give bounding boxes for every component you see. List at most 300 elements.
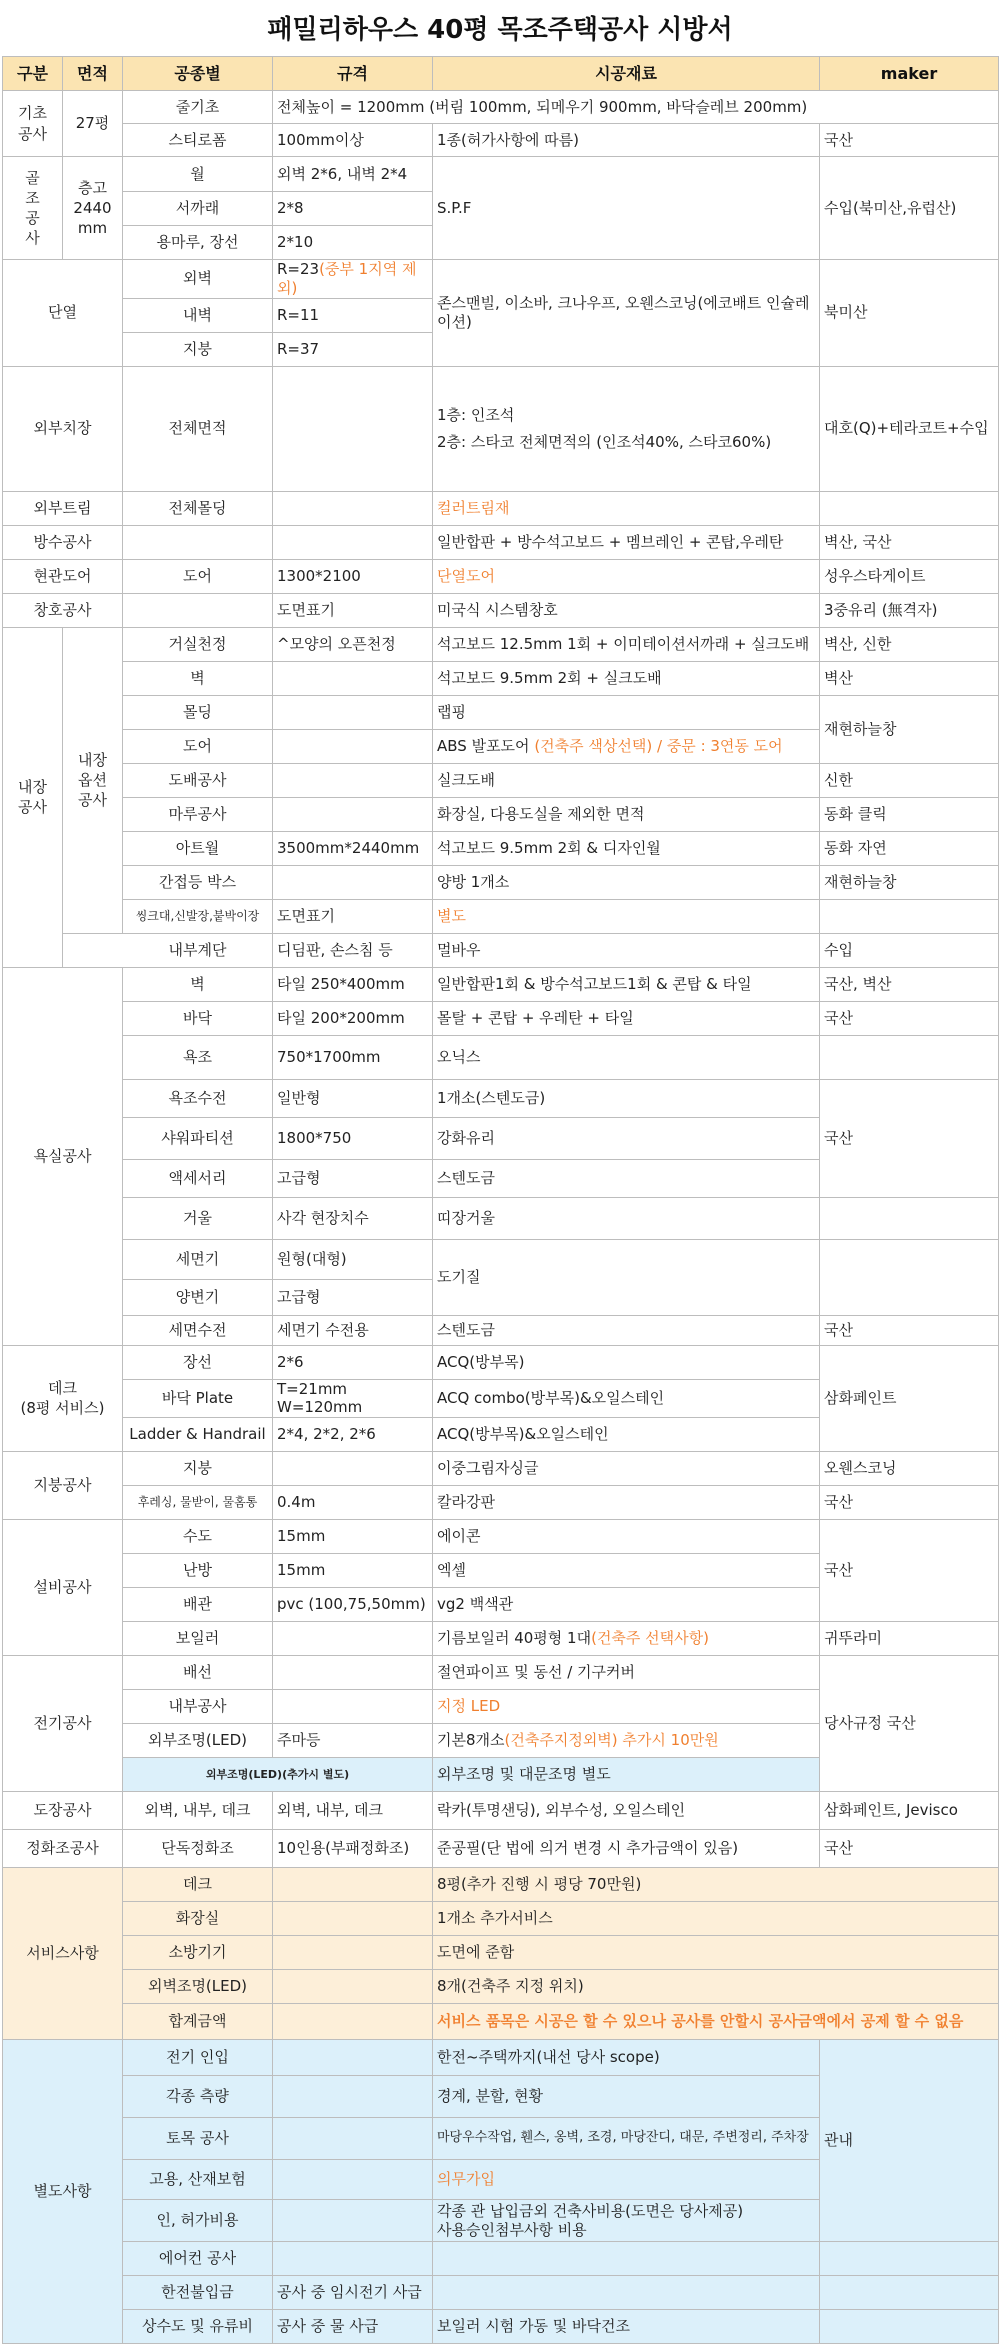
material-cell: 지정 LED — [433, 1690, 820, 1724]
maker-cell: 관내 — [820, 2040, 999, 2242]
table-row — [3, 1868, 999, 1902]
maker-cell: 벽산, 국산 — [820, 525, 999, 559]
spec-cell — [273, 2200, 433, 2242]
spec-cell — [273, 260, 433, 299]
material-cell: 일반합판 + 방수석고보드 + 멤브레인 + 콘탑,우레탄 — [433, 525, 820, 559]
item-cell: 각종 측량 — [123, 2076, 273, 2118]
item-cell — [123, 525, 273, 559]
category-cell: 방수공사 — [3, 525, 123, 559]
item-cell: 도어 — [123, 559, 273, 593]
material-cell — [433, 366, 820, 491]
maker-cell: 국산 — [820, 1830, 999, 1868]
category-text: 공사 — [18, 124, 47, 143]
item-cell: 욕조 — [123, 1035, 273, 1079]
material-cell: 실크도배 — [433, 763, 820, 797]
spec-cell: 고급형 — [273, 1159, 433, 1197]
maker-cell: 신한 — [820, 763, 999, 797]
category-text: 공사 — [18, 798, 47, 816]
spec-cell — [273, 1902, 433, 1936]
material-cell: 띠장거울 — [433, 1197, 820, 1239]
material-cell: 컬러트림재 — [433, 491, 820, 525]
material-cell: 이중그림자싱글 — [433, 1452, 820, 1486]
item-cell: 외부조명(LED)(추가시 별도) — [123, 1758, 433, 1792]
material-cell — [433, 2200, 820, 2242]
category-cell — [3, 157, 63, 260]
spec-cell: 타일 250*400mm — [273, 967, 433, 1001]
spec-cell — [273, 366, 433, 491]
category-cell: 창호공사 — [3, 593, 123, 627]
spec-cell: 디딤판, 손스침 등 — [273, 933, 433, 967]
spec-cell: 2*4, 2*2, 2*6 — [273, 1418, 433, 1452]
maker-cell: 재현하늘창 — [820, 865, 999, 899]
spec-cell: 도면표기 — [273, 899, 433, 933]
material-cell: 한전~주택까지(내선 당사 scope) — [433, 2040, 820, 2076]
material-cell: 강화유리 — [433, 1117, 820, 1159]
maker-cell — [820, 1197, 999, 1239]
table-row — [3, 1452, 999, 1486]
maker-cell: 국산 — [820, 1486, 999, 1520]
maker-cell: 국산 — [820, 1079, 999, 1197]
spec-cell — [273, 1452, 433, 1486]
material-cell: 엑셀 — [433, 1554, 820, 1588]
item-cell: 지붕 — [123, 1452, 273, 1486]
material-cell: 1종(허가사항에 따름) — [433, 124, 820, 157]
category-cell: 단열 — [3, 260, 123, 367]
material-cell: 스텐도금 — [433, 1315, 820, 1345]
spec-cell — [273, 695, 433, 729]
spec-cell — [273, 2160, 433, 2200]
maker-cell: 동화 클릭 — [820, 797, 999, 831]
item-cell: 외벽 — [123, 260, 273, 299]
item-cell — [123, 593, 273, 627]
material-cell — [433, 2276, 820, 2310]
header-material: 시공재료 — [433, 57, 820, 91]
maker-cell: 삼화페인트 — [820, 1345, 999, 1452]
category-cell: 전기공사 — [3, 1656, 123, 1792]
spec-cell: 공사 중 임시전기 사급 — [273, 2276, 433, 2310]
item-cell: 줄기초 — [123, 91, 273, 124]
maker-cell: 3중유리 (無격자) — [820, 593, 999, 627]
spec-cell — [273, 2242, 433, 2276]
table-row — [3, 1345, 999, 1379]
maker-cell: 국산 — [820, 1520, 999, 1622]
spec-cell: 1800*750 — [273, 1117, 433, 1159]
category-cell: 별도사항 — [3, 2040, 123, 2344]
spec-cell — [273, 1622, 433, 1656]
category-cell: 욕실공사 — [3, 967, 123, 1345]
material-cell: 몰탈 + 콘탑 + 우레탄 + 타일 — [433, 1001, 820, 1035]
maker-cell: 수입(북미산,유럽산) — [820, 157, 999, 260]
spec-cell: 타일 200*200mm — [273, 1001, 433, 1035]
item-cell: 수도 — [123, 1520, 273, 1554]
spec-cell — [273, 1690, 433, 1724]
spec-table — [2, 56, 999, 2344]
item-cell: 단독정화조 — [123, 1830, 273, 1868]
maker-cell: 국산 — [820, 1001, 999, 1035]
spec-cell: 100mm이상 — [273, 124, 433, 157]
item-cell: 내부공사 — [123, 1690, 273, 1724]
item-cell: 에어컨 공사 — [123, 2242, 273, 2276]
item-cell: 상수도 및 유류비 — [123, 2310, 273, 2344]
item-cell: 인, 허가비용 — [123, 2200, 273, 2242]
maker-cell: 동화 자연 — [820, 831, 999, 865]
material-cell: 랩핑 — [433, 695, 820, 729]
item-cell: 전체면적 — [123, 366, 273, 491]
spec-cell — [273, 525, 433, 559]
material-cell: 화장실, 다용도실을 제외한 면적 — [433, 797, 820, 831]
subcategory-text: 옵션 — [78, 770, 107, 789]
maker-cell: 재현하늘창 — [820, 695, 999, 763]
item-cell: 씽크대,신발장,붙박이장 — [123, 899, 273, 933]
category-cell: 외부치장 — [3, 366, 123, 491]
table-row — [3, 2310, 999, 2344]
table-row — [3, 124, 999, 157]
spec-cell — [273, 1656, 433, 1690]
header-work-type: 공종별 — [123, 57, 273, 91]
material-cell: 미국식 시스템창호 — [433, 593, 820, 627]
item-cell: 외벽조명(LED) — [123, 1970, 273, 2004]
table-row — [3, 763, 999, 797]
material-cell: 서비스 품목은 시공은 할 수 있으나 공사를 안할시 공사금액에서 공제 할 수 없음 — [433, 2004, 999, 2040]
item-cell: 합계금액 — [123, 2004, 273, 2040]
area-text: 층고 — [78, 178, 107, 197]
item-cell: 액세서리 — [123, 1159, 273, 1197]
table-row — [3, 593, 999, 627]
table-row — [3, 1830, 999, 1868]
item-cell: 용마루, 장선 — [123, 226, 273, 260]
spec-cell: 2*10 — [273, 226, 433, 260]
table-row — [3, 1239, 999, 1279]
item-cell: 전체몰딩 — [123, 491, 273, 525]
material-note: (건축주지정외벽) 추가시 10만원 — [504, 1731, 719, 1750]
spec-text: R=23 — [277, 260, 320, 278]
item-cell: 월 — [123, 157, 273, 192]
material-cell: 도면에 준함 — [433, 1936, 999, 1970]
table-row — [3, 559, 999, 593]
spec-cell — [273, 2004, 433, 2040]
item-cell: 토목 공사 — [123, 2118, 273, 2160]
table-row — [3, 1622, 999, 1656]
table-row — [3, 1902, 999, 1936]
material-cell — [433, 1724, 820, 1758]
material-cell: 오닉스 — [433, 1035, 820, 1079]
spec-cell: pvc (100,75,50mm) — [273, 1588, 433, 1622]
item-cell: 거실천정 — [123, 627, 273, 661]
maker-cell: 국산 — [820, 124, 999, 157]
item-cell: 몰딩 — [123, 695, 273, 729]
page-title: 패밀리하우스 40평 목조주택공사 시방서 — [267, 15, 733, 45]
table-row — [3, 865, 999, 899]
item-cell: 세면수전 — [123, 1315, 273, 1345]
item-cell: 화장실 — [123, 1902, 273, 1936]
table-row — [3, 1001, 999, 1035]
material-cell: 멀바우 — [433, 933, 820, 967]
category-cell: 정화조공사 — [3, 1830, 123, 1868]
material-cell: 도기질 — [433, 1239, 820, 1315]
table-row — [3, 695, 999, 729]
item-cell: 외벽, 내부, 데크 — [123, 1792, 273, 1830]
area-text: 2440 — [73, 198, 112, 217]
area-text: mm — [77, 219, 108, 238]
category-text: 조 — [25, 188, 40, 207]
material-cell: 보일러 시험 가동 및 바닥건조 — [433, 2310, 820, 2344]
category-text: 사 — [25, 229, 40, 248]
material-cell: 경계, 분할, 현황 — [433, 2076, 820, 2118]
material-line: 각종 관 납입금외 건축사비용(도면은 당사제공) — [437, 2201, 744, 2220]
item-cell: 서까래 — [123, 192, 273, 226]
spec-cell: R=37 — [273, 332, 433, 366]
item-cell: 배관 — [123, 1588, 273, 1622]
material-cell: 스텐도금 — [433, 1159, 820, 1197]
subcategory-cell — [63, 627, 123, 933]
category-cell: 지붕공사 — [3, 1452, 123, 1520]
item-cell: 벽 — [123, 661, 273, 695]
item-cell: 거울 — [123, 1197, 273, 1239]
material-cell: 양방 1개소 — [433, 865, 820, 899]
spec-cell: ^모양의 오픈천정 — [273, 627, 433, 661]
table-row — [3, 899, 999, 933]
category-cell — [3, 91, 63, 157]
table-row — [3, 1970, 999, 2004]
spec-cell: 3500mm*2440mm — [273, 831, 433, 865]
spec-cell: 외벽 2*6, 내벽 2*4 — [273, 157, 433, 192]
category-cell: 외부트림 — [3, 491, 123, 525]
table-row — [3, 967, 999, 1001]
spec-cell — [273, 661, 433, 695]
material-cell: 1개소(스텐도금) — [433, 1079, 820, 1117]
table-row — [3, 1079, 999, 1117]
material-cell — [433, 2242, 820, 2276]
maker-cell: 벽산, 신한 — [820, 627, 999, 661]
spec-cell: 10인용(부패정화조) — [273, 1830, 433, 1868]
spec-cell: 원형(대형) — [273, 1239, 433, 1279]
material-text: 기본8개소 — [437, 1731, 505, 1750]
material-cell: 석고보드 12.5mm 1회 + 이미테이션서까래 + 실크도배 — [433, 627, 820, 661]
maker-cell: 북미산 — [820, 260, 999, 367]
material-cell: ACQ(방부목)&오일스테인 — [433, 1418, 820, 1452]
material-cell: ACQ(방부목) — [433, 1345, 820, 1379]
maker-cell — [820, 491, 999, 525]
material-cell: 칼라강판 — [433, 1486, 820, 1520]
item-cell: 스티로폼 — [123, 124, 273, 157]
material-line: 사용승인첨부사항 비용 — [437, 2220, 587, 2239]
item-cell: 전기 인입 — [123, 2040, 273, 2076]
material-cell: 일반합판1회 & 방수석고보드1회 & 콘탑 & 타일 — [433, 967, 820, 1001]
item-cell: 벽 — [123, 967, 273, 1001]
category-text: 공 — [25, 209, 40, 227]
material-cell: ACQ combo(방부목)&오일스테인 — [433, 1379, 820, 1418]
spec-cell: R=11 — [273, 298, 433, 332]
maker-cell — [820, 1239, 999, 1315]
item-cell: 도어 — [123, 729, 273, 763]
maker-cell: 벽산 — [820, 661, 999, 695]
table-row — [3, 1936, 999, 1970]
material-cell: 석고보드 9.5mm 2회 & 디자인월 — [433, 831, 820, 865]
material-cell: 의무가입 — [433, 2160, 820, 2200]
table-row — [3, 525, 999, 559]
spec-cell — [273, 2118, 433, 2160]
table-row — [3, 2242, 999, 2276]
material-cell: 1개소 추가서비스 — [433, 1902, 999, 1936]
table-row — [3, 2040, 999, 2076]
spec-cell — [273, 2076, 433, 2118]
category-text: (8평 서비스) — [20, 1399, 105, 1418]
item-cell: 고용, 산재보험 — [123, 2160, 273, 2200]
maker-cell: 당사규정 국산 — [820, 1656, 999, 1792]
spec-cell — [273, 865, 433, 899]
item-cell: 마루공사 — [123, 797, 273, 831]
item-cell: 외부조명(LED) — [123, 1724, 273, 1758]
material-text: ABS 발포도어 — [437, 736, 530, 755]
item-cell: 지붕 — [123, 332, 273, 366]
table-row — [3, 157, 999, 192]
spec-cell — [273, 1970, 433, 2004]
spec-cell: 공사 중 물 사급 — [273, 2310, 433, 2344]
item-cell: 욕조수전 — [123, 1079, 273, 1117]
table-row — [3, 661, 999, 695]
header-maker: maker — [820, 57, 999, 91]
item-cell: 세면기 — [123, 1239, 273, 1279]
spec-cell: 0.4m — [273, 1486, 433, 1520]
material-cell: 락카(투명샌딩), 외부수성, 오일스테인 — [433, 1792, 820, 1830]
item-cell: Ladder & Handrail — [123, 1418, 273, 1452]
category-cell: 설비공사 — [3, 1520, 123, 1656]
maker-cell: 귀뚜라미 — [820, 1622, 999, 1656]
table-row — [3, 2004, 999, 2040]
material-cell — [433, 729, 820, 763]
material-cell: 단열도어 — [433, 559, 820, 593]
category-text: 기초 — [18, 104, 47, 123]
item-cell: 샤워파티션 — [123, 1117, 273, 1159]
table-row — [3, 831, 999, 865]
item-cell: 내부계단 — [63, 933, 273, 967]
spec-cell: 15mm — [273, 1554, 433, 1588]
material-cell: 에이콘 — [433, 1520, 820, 1554]
item-cell: 난방 — [123, 1554, 273, 1588]
material-cell: 석고보드 9.5mm 2회 + 실크도배 — [433, 661, 820, 695]
spec-cell: 사각 현장치수 — [273, 1197, 433, 1239]
maker-cell — [820, 2310, 999, 2344]
table-row — [3, 1486, 999, 1520]
spec-cell — [273, 1868, 433, 1902]
table-row — [3, 1197, 999, 1239]
maker-cell: 국산 — [820, 1315, 999, 1345]
item-cell: 후레싱, 물받이, 물홈통 — [123, 1486, 273, 1520]
item-cell: 아트월 — [123, 831, 273, 865]
material-cell: 8평(추가 진행 시 평당 70만원) — [433, 1868, 999, 1902]
spec-cell: 일반형 — [273, 1079, 433, 1117]
item-cell: 내벽 — [123, 298, 273, 332]
category-cell: 도장공사 — [3, 1792, 123, 1830]
header-row — [3, 57, 999, 91]
maker-cell — [820, 2276, 999, 2310]
table-row — [3, 1315, 999, 1345]
area-cell — [63, 157, 123, 260]
spec-cell — [273, 2040, 433, 2076]
spec-cell: 2*6 — [273, 1345, 433, 1379]
table-row — [3, 2276, 999, 2310]
material-line: 2층: 스타코 전체면적의 (인조석40%, 스타코60%) — [437, 432, 772, 451]
maker-cell: 수입 — [820, 933, 999, 967]
header-spec: 규격 — [273, 57, 433, 91]
table-row — [3, 260, 999, 299]
item-cell: 보일러 — [123, 1622, 273, 1656]
maker-cell: 대호(Q)+테라코트+수입 — [820, 366, 999, 491]
spec-cell: 세면기 수전용 — [273, 1315, 433, 1345]
material-cell: 외부조명 및 대문조명 별도 — [433, 1758, 820, 1792]
material-text: 기름보일러 40평형 1대 — [437, 1629, 592, 1648]
table-row — [3, 491, 999, 525]
spec-cell: 전체높이 = 1200mm (버림 100mm, 되메우기 900mm, 바닥슬레브 200mm) — [273, 91, 999, 124]
header-area: 면적 — [63, 57, 123, 91]
spec-cell: 2*8 — [273, 192, 433, 226]
material-cell: 마당우수작업, 휀스, 옹벽, 조경, 마당잔디, 대문, 주변정리, 주차장 — [433, 2118, 820, 2160]
material-cell: 8개(건축주 지정 위치) — [433, 1970, 999, 2004]
item-cell: 배선 — [123, 1656, 273, 1690]
subcategory-text: 공사 — [78, 791, 107, 810]
category-cell: 현관도어 — [3, 559, 123, 593]
material-note: (건축주 선택사항) — [591, 1629, 709, 1648]
item-cell: 도배공사 — [123, 763, 273, 797]
maker-cell: 국산, 벽산 — [820, 967, 999, 1001]
subcategory-text: 내장 — [78, 750, 107, 769]
spec-cell — [273, 763, 433, 797]
maker-cell: 성우스타게이트 — [820, 559, 999, 593]
area-cell: 27평 — [63, 91, 123, 157]
item-cell: 소방기기 — [123, 1936, 273, 1970]
spec-cell: 외벽, 내부, 데크 — [273, 1792, 433, 1830]
table-row — [3, 366, 999, 491]
material-cell: vg2 백색관 — [433, 1588, 820, 1622]
table-row — [3, 1035, 999, 1079]
spec-cell — [273, 729, 433, 763]
spec-cell: 15mm — [273, 1520, 433, 1554]
material-cell: 절연파이프 및 동선 / 기구커버 — [433, 1656, 820, 1690]
material-cell — [433, 1622, 820, 1656]
maker-cell: 오웬스코닝 — [820, 1452, 999, 1486]
table-row — [3, 627, 999, 661]
material-cell: 존스맨빌, 이소바, 크나우프, 오웬스코닝(에코배트 인슐레이션) — [433, 260, 820, 367]
table-row — [3, 91, 999, 124]
table-row — [3, 797, 999, 831]
category-cell — [3, 1345, 123, 1452]
maker-cell: 삼화페인트, Jevisco — [820, 1792, 999, 1830]
spec-cell — [273, 491, 433, 525]
category-cell — [3, 627, 63, 967]
maker-cell — [820, 1035, 999, 1079]
category-text: 내장 — [18, 777, 47, 796]
table-row — [3, 933, 999, 967]
item-cell: 바닥 Plate — [123, 1379, 273, 1418]
material-cell: S.P.F — [433, 157, 820, 260]
material-cell: 별도 — [433, 899, 820, 933]
table-row — [3, 1792, 999, 1830]
header-category: 구분 — [3, 57, 63, 91]
spec-cell: 도면표기 — [273, 593, 433, 627]
category-text: 골 — [25, 168, 40, 187]
spec-cell: 1300*2100 — [273, 559, 433, 593]
material-note: (건축주 색상선택) / 중문 : 3연동 도어 — [534, 736, 783, 755]
spec-note: (중부 1지역 제외) — [277, 260, 417, 297]
item-cell: 간접등 박스 — [123, 865, 273, 899]
table-row — [3, 1656, 999, 1690]
spec-cell: 750*1700mm — [273, 1035, 433, 1079]
table-row — [3, 1520, 999, 1554]
maker-cell — [820, 2242, 999, 2276]
spec-cell — [273, 797, 433, 831]
material-cell: 준공필(단 법에 의거 변경 시 추가금액이 있음) — [433, 1830, 820, 1868]
category-text: 데크 — [48, 1379, 77, 1397]
